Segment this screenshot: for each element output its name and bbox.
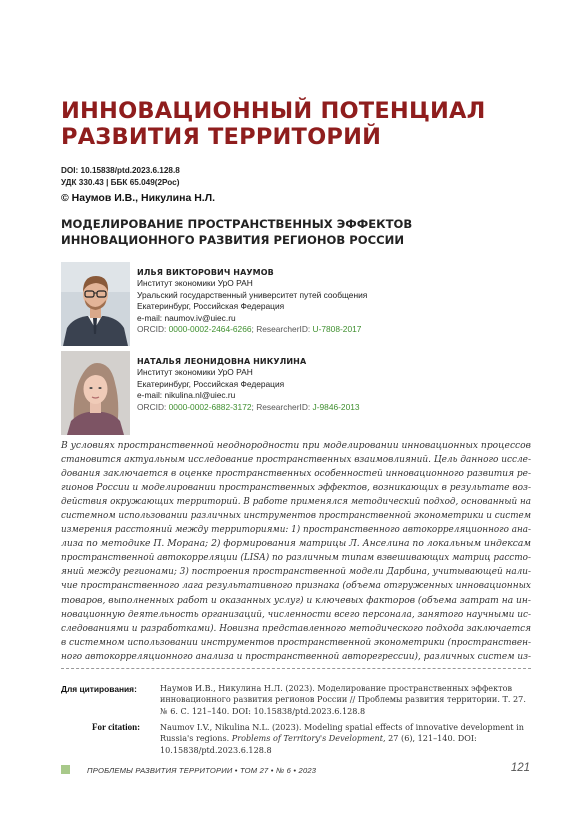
footer-accent-square <box>61 765 70 774</box>
footer-journal: ПРОБЛЕМЫ РАЗВИТИЯ ТЕРРИТОРИИ • ТОМ 27 • № 6 • 2023 <box>87 766 317 775</box>
abstract-line: лиза по методике П. Морана; 2) формирования матрицы Л. Анселина по локальным индексам <box>61 538 531 550</box>
author-affiliation: Институт экономики УрО РАН <box>137 278 253 289</box>
author-city: Екатеринбург, Российская Федерация <box>137 378 285 389</box>
citation-label-en: For citation: <box>92 722 141 732</box>
author-name: НАТАЛЬЯ ЛЕОНИДОВНА НИКУЛИНА <box>137 357 307 366</box>
abstract <box>61 439 531 664</box>
researcher-id-link[interactable]: J-9846-2013 <box>312 401 360 412</box>
citation-en-journal: Problems of Territory's Development <box>231 733 384 744</box>
citation-en-post: , 27 (6), 121–140. DOI: 10.15838/ptd.2023.6.128.8 <box>160 733 477 755</box>
researcher-label: ; ResearcherID: <box>251 401 313 412</box>
researcher-label: ; ResearcherID: <box>251 324 313 335</box>
author-card <box>61 262 531 346</box>
orcid-label: ORCID: <box>137 401 169 412</box>
author-photo <box>61 262 130 346</box>
abstract-line: становится актуальным исследование пространственных взаимовлияний. Цель данного иссле- <box>61 454 531 466</box>
author-city: Екатеринбург, Российская Федерация <box>137 301 285 312</box>
abstract-line: новационную деятельность организаций, численности всего персонала, занятого научными ис- <box>61 608 531 620</box>
author-email[interactable]: e-mail: naumov.iv@uiec.ru <box>137 312 236 323</box>
doi[interactable]: DOI: 10.15838/ptd.2023.6.128.8 <box>61 166 180 175</box>
abstract-line: В условиях пространственной неоднородности при моделировании инновационных процессов <box>61 440 531 451</box>
abstract-line: следованиями и разработками). Новизна представленного методического подхода заключается <box>61 622 531 634</box>
udk-bbk: УДК 330.43 | ББК 65.049(2Рос) <box>61 178 180 187</box>
abstract-line: действия окружающих территорий. В работе применялся методический подход, основанный на <box>61 496 531 508</box>
author-affiliation: Уральский государственный университет путей сообщения <box>137 289 368 300</box>
author-ids <box>137 324 527 335</box>
orcid-link[interactable]: 0000-0002-6882-3172 <box>168 401 252 412</box>
abstract-line: товаров, выполненных работ и оказанных услуг) и ключевых факторов (объема затрат на ин- <box>61 594 531 606</box>
divider <box>61 668 531 669</box>
abstract-line: системном использовании различных инструментов пространственной эконометрики и систем <box>61 510 531 522</box>
author-info <box>137 356 527 413</box>
author-ids <box>137 402 527 413</box>
abstract-line: гионов России и моделировании пространственных эффектов, возникающих в результате воз- <box>61 482 531 494</box>
researcher-id-link[interactable]: U-7808-2017 <box>312 324 362 335</box>
abstract-line: пространственной автокорреляции (LISA) по различным типам взвешивающих матриц рассто- <box>61 552 531 564</box>
citation-text-en <box>160 722 530 756</box>
abstract-line: в системном использовании инструментов пространственной эконометрики (пространствен- <box>61 636 531 648</box>
section-title: ИННОВАЦИОННЫЙ ПОТЕНЦИАЛ РАЗВИТИЯ ТЕРРИТОРИЙ <box>61 98 486 150</box>
orcid-link[interactable]: 0000-0002-2464-6266 <box>168 324 252 335</box>
orcid-label: ORCID: <box>137 324 169 335</box>
author-info <box>137 267 527 335</box>
abstract-line: ного автокорреляционного анализа и пространственной авторегрессии), различных систем из- <box>61 650 531 662</box>
author-email[interactable]: e-mail: nikulina.nl@uiec.ru <box>137 390 236 401</box>
author-card <box>61 351 531 435</box>
abstract-line: дования заключается в оценке пространственных особенностей инновационного развития ре- <box>61 468 531 480</box>
citation-en-pre: Naumov I.V., Nikulina N.L. (2023). Modeling spatial effects of innovative development in Russia's regions. <box>160 722 524 744</box>
citation-text-ru: Наумов И.В., Никулина Н.Л. (2023). Моделирование пространственных эффектов инновационного развития регионов России // Проблемы развития территории. Т. 27. № 6. С. 121–140. DOI: 10.15838/ptd.2023.6.128.8 <box>160 683 526 716</box>
author-affiliation: Институт экономики УрО РАН <box>137 367 253 378</box>
citation-label-ru: Для цитирования: <box>61 684 137 694</box>
abstract-line: чие пространственного лага результативного признака (объема отгруженных инновационных <box>61 580 531 592</box>
article-title: МОДЕЛИРОВАНИЕ ПРОСТРАНСТВЕННЫХ ЭФФЕКТОВ ИННОВАЦИОННОГО РАЗВИТИЯ РЕГИОНОВ РОССИИ <box>61 217 413 247</box>
author-photo <box>61 351 130 435</box>
page-number: 121 <box>510 762 530 774</box>
author-name: ИЛЬЯ ВИКТОРОВИЧ НАУМОВ <box>137 268 274 277</box>
copyright: © Наумов И.В., Никулина Н.Л. <box>61 192 215 204</box>
abstract-line: измерения расстояний между территориями: 1) пространственного автокорреляционного ана- <box>61 524 531 536</box>
abstract-line: яний между регионами; 3) построения пространственной модели Дарбина, учитывающей нали- <box>61 566 531 578</box>
